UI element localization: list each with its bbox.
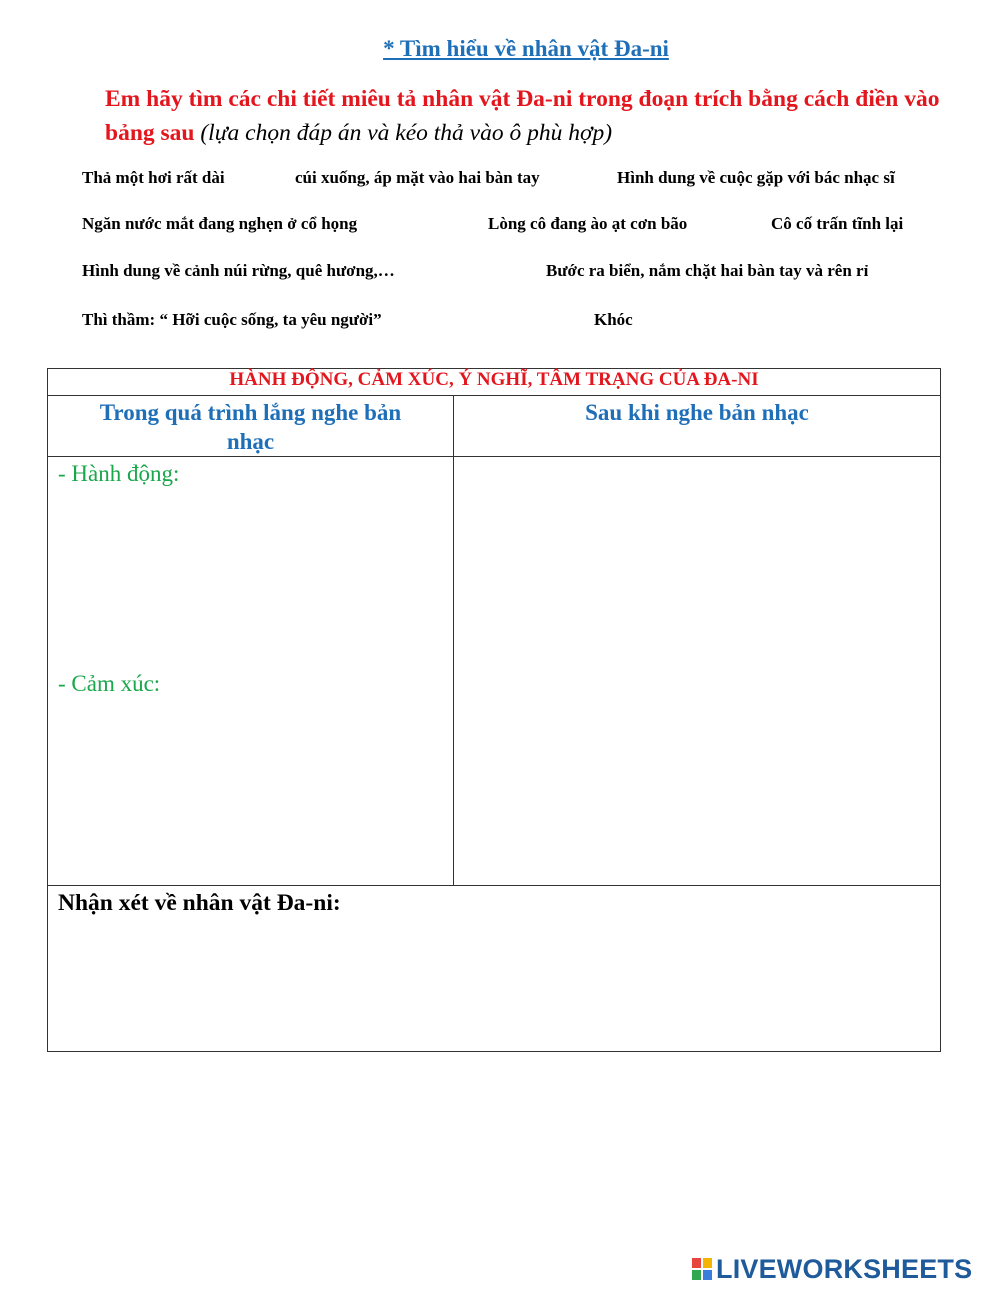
logo-text: LIVEWORKSHEETS — [716, 1253, 973, 1284]
page-title: * Tìm hiểu về nhân vật Đa-ni — [383, 36, 669, 61]
label-action: - Hành động: — [58, 461, 180, 486]
answer-option[interactable]: Thì thầm: “ Hỡi cuộc sống, ta yêu người” — [82, 310, 382, 329]
column-header-during — [48, 396, 454, 457]
logo-squares-icon — [692, 1258, 712, 1280]
answer-option[interactable]: Cô cố trấn tĩnh lại — [771, 214, 904, 233]
table-header: HÀNH ĐỘNG, CẢM XÚC, Ý NGHĨ, TÂM TRẠNG CỦA ĐA-NI — [48, 369, 941, 396]
answer-option[interactable]: cúi xuống, áp mặt vào hai bàn tay — [295, 168, 540, 187]
answer-option[interactable]: Khóc — [594, 310, 633, 329]
answer-option[interactable]: Thả một hơi rất dài — [82, 168, 225, 187]
instruction-main: Em hãy tìm các chi tiết miêu tả nhân vật Đa-ni trong đoạn trích bằng cách điền vào bảng sau — [105, 86, 940, 146]
column-header-during-text: Trong quá trình lắng nghe bản nhạc — [99, 400, 402, 454]
summary-label: Nhận xét về nhân vật Đa-ni: — [58, 890, 341, 916]
column-header-after-text: Sau khi nghe bản nhạc — [585, 400, 809, 425]
liveworksheets-logo — [692, 1254, 972, 1284]
answer-option[interactable]: Lòng cô đang ào ạt cơn bão — [488, 214, 688, 233]
drop-zone-after[interactable] — [454, 457, 941, 886]
instruction-note: (lựa chọn đáp án và kéo thả vào ô phù hợp) — [200, 120, 613, 146]
answer-option[interactable]: Hình dung về cuộc gặp với bác nhạc sĩ — [617, 168, 895, 187]
column-header-after — [454, 396, 941, 457]
drop-zone-during[interactable] — [48, 457, 454, 886]
summary-box[interactable] — [48, 886, 941, 1052]
answer-option[interactable]: Bước ra biển, nắm chặt hai bàn tay và rên rỉ — [546, 261, 869, 280]
label-emotion: - Cảm xúc: — [58, 671, 161, 696]
answer-table — [47, 368, 941, 1052]
answer-option[interactable]: Hình dung về cảnh núi rừng, quê hương,… — [82, 261, 395, 280]
instruction — [105, 82, 955, 150]
answer-option[interactable]: Ngăn nước mắt đang nghẹn ở cổ họng — [82, 214, 358, 233]
